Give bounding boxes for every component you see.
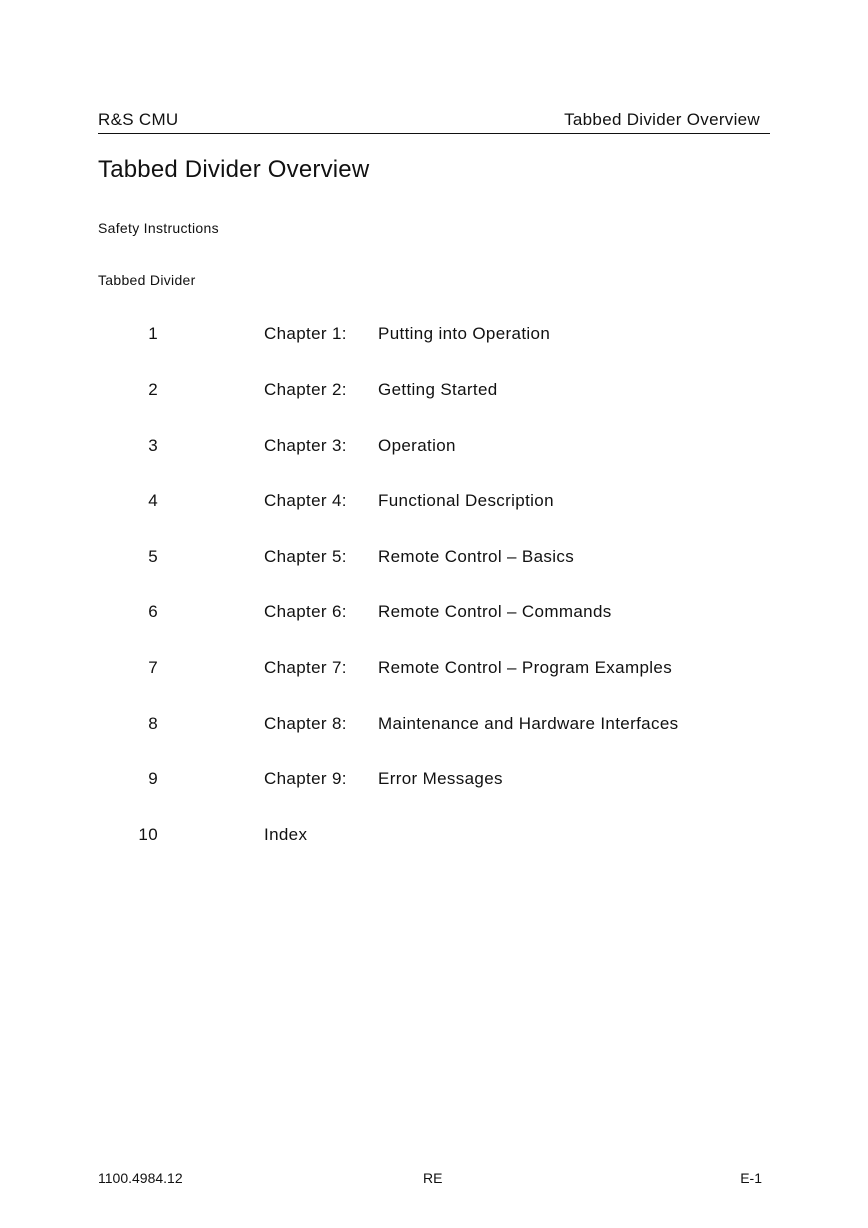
toc-row: [0, 380, 868, 404]
toc-number: 2: [148, 380, 158, 399]
page-header: [98, 109, 770, 134]
toc-row: [0, 491, 868, 515]
toc-chapter-label: Chapter 9:: [264, 769, 347, 788]
toc-row: [0, 436, 868, 460]
toc-number: 1: [148, 324, 158, 343]
toc-chapter-label: Chapter 5:: [264, 547, 347, 566]
footer-page-number: E-1: [740, 1170, 762, 1186]
toc-chapter-title: Maintenance and Hardware Interfaces: [378, 714, 679, 733]
footer-document-number: 1100.4984.12: [98, 1170, 183, 1186]
toc-number: 5: [148, 547, 158, 566]
toc-chapter-label: Index: [264, 825, 308, 844]
toc-row: [0, 825, 868, 849]
toc-row: [0, 658, 868, 682]
toc-chapter-label: Chapter 6:: [264, 602, 347, 621]
section-tabbed-divider: Tabbed Divider: [98, 272, 196, 288]
toc-row: [0, 547, 868, 571]
toc-number: 7: [148, 658, 158, 677]
toc-number: 8: [148, 714, 158, 733]
header-section-title: Tabbed Divider Overview: [564, 110, 760, 129]
section-safety-instructions: Safety Instructions: [98, 220, 219, 236]
toc-chapter-title: Putting into Operation: [378, 324, 551, 343]
footer-edition-code: RE: [423, 1170, 443, 1186]
toc-chapter-label: Chapter 4:: [264, 491, 347, 510]
toc-chapter-label: Chapter 3:: [264, 436, 347, 455]
toc-chapter-title: Operation: [378, 436, 456, 455]
toc-number: 10: [138, 825, 158, 844]
toc-chapter-title: Remote Control – Program Examples: [378, 658, 673, 677]
toc-chapter-title: Getting Started: [378, 380, 498, 399]
page-title: Tabbed Divider Overview: [98, 156, 370, 183]
toc-number: 4: [148, 491, 158, 510]
toc-row: [0, 324, 868, 348]
toc-chapter-label: Chapter 7:: [264, 658, 347, 677]
toc-chapter-title: Error Messages: [378, 769, 503, 788]
toc-row: [0, 769, 868, 793]
toc-chapter-label: Chapter 1:: [264, 324, 347, 343]
toc-chapter-label: Chapter 2:: [264, 380, 347, 399]
toc-row: [0, 602, 868, 626]
toc-row: [0, 714, 868, 738]
toc-number: 3: [148, 436, 158, 455]
toc-number: 6: [148, 602, 158, 621]
toc-number: 9: [148, 769, 158, 788]
toc-chapter-title: Functional Description: [378, 491, 554, 510]
toc-chapter-title: Remote Control – Commands: [378, 602, 612, 621]
header-product-name: R&S CMU: [98, 110, 179, 129]
toc-chapter-title: Remote Control – Basics: [378, 547, 575, 566]
page-footer: [98, 1170, 762, 1190]
toc-chapter-label: Chapter 8:: [264, 714, 347, 733]
